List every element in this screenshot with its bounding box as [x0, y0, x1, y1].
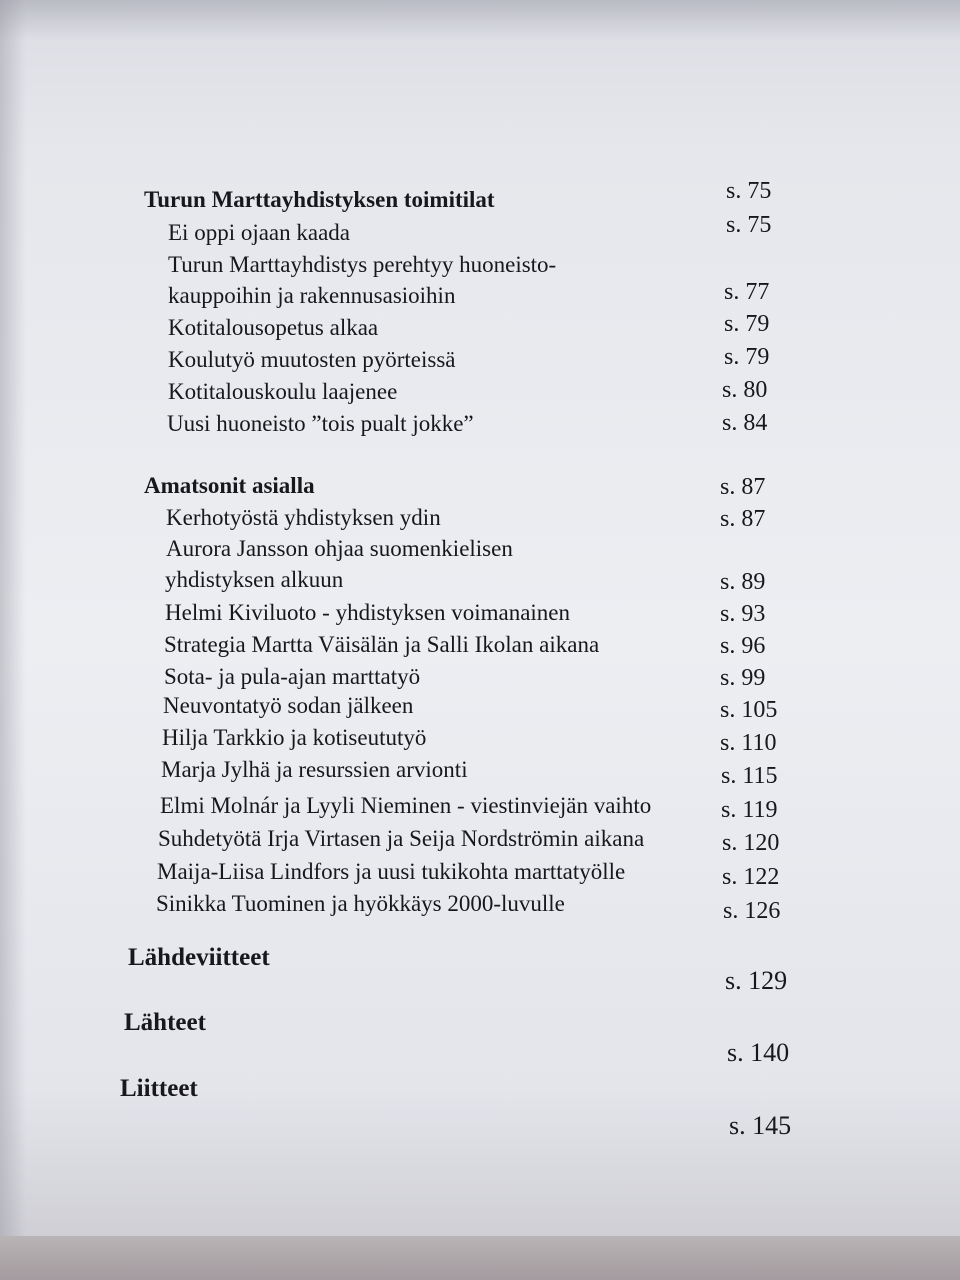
toc-item-page: s. 80 [722, 377, 768, 403]
section-page-number: s. 75 [726, 178, 772, 204]
toc-item-page: s. 105 [720, 697, 778, 723]
section-page-number: s. 87 [720, 474, 766, 500]
toc-item: Maija-Liisa Lindfors ja uusi tukikohta marttatyölle [157, 859, 626, 884]
toc-item: Neuvontatyö sodan jälkeen [163, 693, 414, 718]
toc-item: Kerhotyöstä yhdistyksen ydin [166, 505, 441, 530]
toc-item-page: s. 79 [724, 344, 770, 370]
toc-item-page: s. 75 [726, 212, 772, 238]
section-heading: Turun Marttayhdistyksen toimitilat [144, 187, 495, 212]
toc-item-page: s. 79 [724, 311, 770, 337]
toc-item-page: s. 99 [720, 665, 766, 691]
toc-item: Elmi Molnár ja Lyyli Nieminen - viestinviejän vaihto [160, 793, 652, 818]
end-matter-heading: Lähteet [124, 1009, 206, 1036]
toc-item-line1: Aurora Jansson ohjaa suomenkielisen [166, 536, 513, 561]
toc-item-page: s. 87 [720, 506, 766, 532]
toc-item: Marja Jylhä ja resurssien arvionti [161, 757, 468, 782]
toc-item-page: s. 96 [720, 633, 766, 659]
toc-item: Helmi Kiviluoto - yhdistyksen voimanainen [165, 600, 571, 625]
toc-item: Sota- ja pula-ajan marttatyö [164, 664, 421, 689]
toc-item-page: s. 126 [723, 898, 781, 924]
section-heading: Amatsonit asialla [144, 473, 315, 498]
end-matter-page: s. 145 [729, 1111, 792, 1140]
toc-item: Strategia Martta Väisälän ja Salli Ikolan aikana [164, 632, 600, 657]
table-surface [0, 1236, 960, 1280]
toc-item: Kotitalouskoulu laajenee [168, 379, 398, 404]
toc-item-line1: Turun Marttayhdistys perehtyy huoneisto- [168, 252, 557, 277]
toc-item-page: s. 89 [720, 569, 766, 595]
end-matter-heading: Lähdeviitteet [128, 944, 270, 971]
toc-item-page: s. 93 [720, 601, 766, 627]
toc-item-line2: yhdistyksen alkuun [165, 567, 344, 592]
toc-item-page: s. 77 [724, 279, 770, 305]
end-matter-page: s. 129 [725, 966, 788, 995]
toc-item-page: s. 119 [721, 797, 778, 823]
toc-item: Hilja Tarkkio ja kotiseututyö [162, 725, 427, 750]
toc-item: Sinikka Tuominen ja hyökkäys 2000-luvulle [156, 891, 565, 916]
toc-item-page: s. 122 [722, 864, 780, 890]
toc-item: Uusi huoneisto ”tois pualt jokke” [167, 411, 474, 436]
end-matter-heading: Liitteet [120, 1075, 198, 1102]
toc-item-page: s. 84 [722, 410, 768, 436]
toc-item-page: s. 110 [720, 730, 777, 756]
toc-item: Koulutyö muutosten pyörteissä [168, 347, 456, 372]
toc-item: Ei oppi ojaan kaada [168, 220, 351, 245]
end-matter-page: s. 140 [727, 1038, 790, 1067]
toc-item: Suhdetyötä Irja Virtasen ja Seija Nordströmin aikana [158, 826, 645, 851]
toc-item-page: s. 120 [722, 830, 780, 856]
toc-item-page: s. 115 [721, 763, 778, 789]
toc-item-line2: kauppoihin ja rakennusasioihin [168, 283, 456, 308]
toc-item: Kotitalousopetus alkaa [168, 315, 379, 340]
